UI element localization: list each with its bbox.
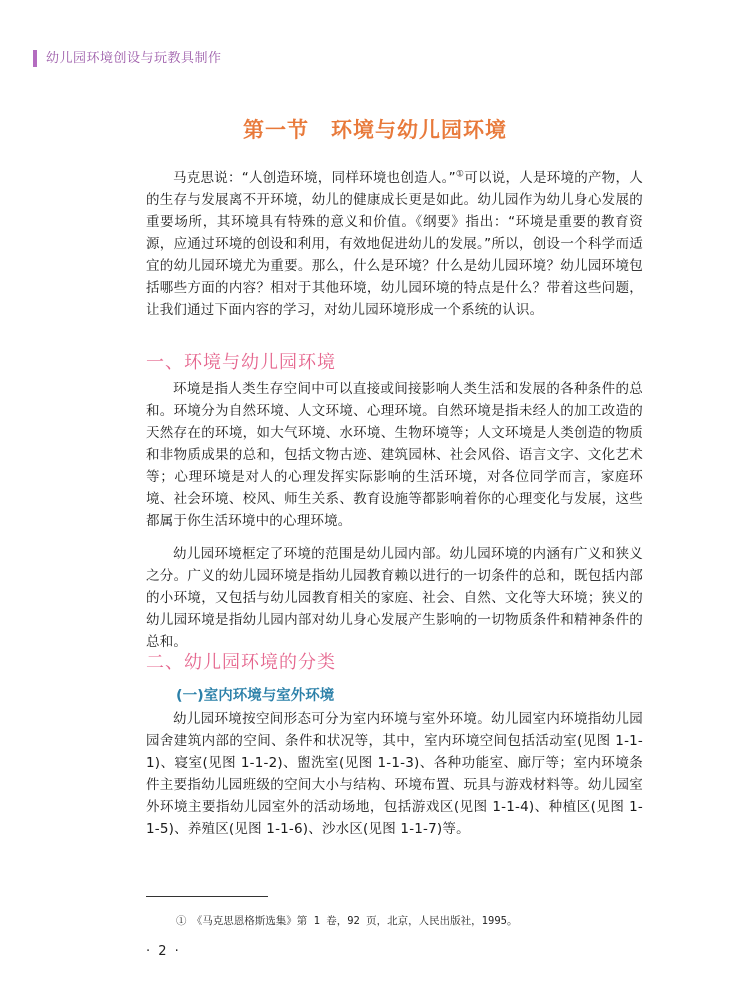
subheading-indoor-outdoor: (一)室内环境与室外环境 — [176, 688, 335, 704]
paragraph-indoor-outdoor: 幼儿园环境按空间形态可分为室内环境与室外环境。幼儿园室内环境指幼儿园园舍建筑内部的空间、条件和状况等，其中，室内环境空间包括活动室(见图 1-1-1)、寝室(见图 1-1-2)、盥洗室(见图 1-1-3)、各种功能室、廊厅等；室内环境条件主要指幼儿园班级的空间大小与结构、环境布置、玩具与游戏材料等。幼儿园室外环境主要指幼儿园室外的活动场地，包括游戏区(见图 1-1-4)、种植区(见图 1-1-5)、养殖区(见图 1-1-6)、沙水区(见图 1-1-7)等。 — [146, 711, 643, 837]
page-number: · 2 · — [146, 944, 181, 959]
intro-paragraph — [146, 167, 643, 321]
section-title: 第一节 环境与幼儿园环境 — [243, 118, 507, 142]
header-accent-bar — [33, 50, 37, 67]
paragraph-environment-definition: 环境是指人类生存空间中可以直接或间接影响人类生活和发展的各种条件的总和。环境分为自然环境、人文环境、心理环境。自然环境是指未经人的加工改造的天然存在的环境，如大气环境、水环境、生物环境等；人文环境是人类创造的物质和非物质成果的总和，包括文物古迹、建筑园林、社会风俗、语言文字、文化艺术等；心理环境是对人的心理发挥实际影响的生活环境，对各位同学而言，家庭环境、社会环境、校风、师生关系、教育设施等都影响着你的心理变化与发展，这些都属于你生活环境中的心理环境。 — [146, 381, 643, 529]
paragraph-kindergarten-environment: 幼儿园环境框定了环境的范围是幼儿园内部。幼儿园环境的内涵有广义和狭义之分。广义的幼儿园环境是指幼儿园教育赖以进行的一切条件的总和，既包括内部的小环境，又包括与幼儿园教育相关的家庭、社会、自然、文化等大环境；狭义的幼儿园环境是指幼儿园内部对幼儿身心发展产生影响的一切物质条件和精神条件的总和。 — [146, 546, 643, 650]
heading-environment-and-kindergarten: 一、环境与幼儿园环境 — [146, 352, 336, 373]
footnote-mark[interactable]: ① — [455, 169, 465, 180]
heading-classification: 二、幼儿园环境的分类 — [146, 652, 336, 673]
intro-text-part1: 马克思说：“人创造环境，同样环境也创造人。” — [173, 170, 456, 186]
intro-text-part2: 可以说，人是环境的产物，人的生存与发展离不开环境，幼儿的健康成长更是如此。幼儿园作为幼儿身心发展的重要场所，其环境具有特殊的意义和价值。《纲要》指出：“环境是重要的教育资源，应通过环境的创设和利用，有效地促进幼儿的发展。”所以，创设一个科学而适宜的幼儿园环境尤为重要。那么，什么是环境？什么是幼儿园环境？幼儿园环境包括哪些方面的内容？相对于其他环境，幼儿园环境的特点是什么？带着这些问题，让我们通过下面内容的学习，对幼儿园环境形成一个系统的认识。 — [146, 170, 643, 318]
running-header: 幼儿园环境创设与玩教具制作 — [46, 51, 222, 66]
footnote-divider — [146, 896, 268, 897]
footnote: ① 《马克思恩格斯选集》第 1 卷，92 页，北京，人民出版社，1995。 — [176, 915, 518, 927]
